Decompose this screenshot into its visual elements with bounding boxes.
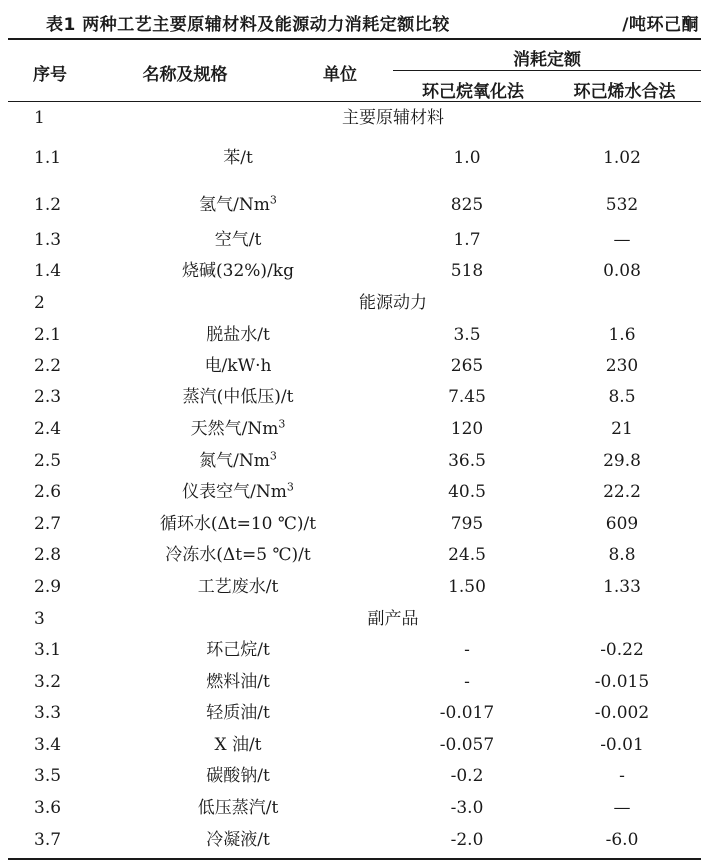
row-serial-number: 1.4 [34, 261, 62, 281]
row-serial-number: 3.7 [34, 830, 62, 850]
value-cyclohexane-oxidation: 265 [450, 356, 484, 376]
item-name: 燃料油/t [206, 672, 270, 692]
item-name: 环己烷/t [206, 640, 270, 660]
value-cyclohexene-hydration: 21 [611, 419, 633, 439]
row-serial-number: 2.2 [34, 356, 62, 376]
item-name-cell [108, 509, 368, 540]
value-cyclohexene-hydration: 532 [605, 195, 639, 215]
value-cyclohexene-hydration: 1.6 [608, 325, 636, 345]
row-serial-number: 2.3 [34, 387, 62, 407]
value-cyclohexane-oxidation: -0.017 [439, 703, 495, 723]
item-name-cell [108, 382, 368, 413]
item-name-cell [108, 414, 368, 445]
value-cyclohexene-hydration: 22.2 [603, 482, 641, 502]
value-cyclohexene-hydration: — [613, 230, 631, 250]
value-cyclohexene-hydration: - [619, 766, 625, 786]
item-name-cell [108, 572, 368, 603]
table-caption [0, 6, 709, 36]
item-name-cell [108, 256, 368, 287]
item-name-cell [108, 190, 368, 221]
table-unit-note: /吨环己酮 [622, 15, 699, 35]
item-name: 碳酸钠/t [206, 766, 270, 786]
value-cyclohexane-oxidation: - [464, 640, 470, 660]
item-name-cell [108, 477, 368, 508]
row-serial-number: 2.7 [34, 514, 62, 534]
value-cyclohexane-oxidation: 1.50 [448, 577, 486, 597]
value-cyclohexene-hydration: -0.002 [594, 703, 650, 723]
value-cyclohexene-hydration: 230 [605, 356, 639, 376]
item-name: 工艺废水/t [197, 577, 279, 597]
header-consumption-quota: 消耗定额 [513, 50, 581, 70]
row-serial-number: 3.5 [34, 766, 62, 786]
value-cyclohexane-oxidation: -2.0 [450, 830, 484, 850]
table-row [8, 572, 701, 603]
value-cyclohexane-oxidation: -0.2 [450, 766, 484, 786]
section-row [8, 604, 701, 635]
value-cyclohexene-hydration: -0.015 [594, 672, 650, 692]
table-row [8, 382, 701, 413]
item-name-cell [108, 698, 368, 729]
row-serial-number: 3.6 [34, 798, 62, 818]
value-cyclohexene-hydration: 0.08 [603, 261, 641, 281]
header-unit: 单位 [323, 65, 357, 85]
table-row [8, 256, 701, 287]
item-name-cell [108, 667, 368, 698]
item-name-cell [108, 540, 368, 571]
row-serial-number: 1.2 [34, 195, 62, 215]
value-cyclohexane-oxidation: 24.5 [448, 545, 486, 565]
item-name-cell [108, 635, 368, 666]
value-cyclohexane-oxidation: 518 [450, 261, 484, 281]
row-serial-number: 3.3 [34, 703, 62, 723]
value-cyclohexene-hydration: 1.33 [603, 577, 641, 597]
value-cyclohexene-hydration: 29.8 [603, 451, 641, 471]
row-serial-number: 2.9 [34, 577, 62, 597]
item-name: 氮气/Nm [199, 451, 270, 471]
value-cyclohexane-oxidation: 1.0 [453, 148, 481, 168]
value-cyclohexene-hydration: -0.22 [600, 640, 644, 660]
value-cyclohexane-oxidation: 120 [450, 419, 484, 439]
table-row [8, 825, 701, 856]
item-name: 氢气/Nm [199, 195, 270, 215]
table-title: 表1 两种工艺主要原辅材料及能源动力消耗定额比较 [46, 15, 450, 35]
item-name: X 油/t [214, 735, 262, 755]
table-row [8, 225, 701, 256]
header-name-spec: 名称及规格 [142, 65, 228, 85]
row-serial-number: 2 [34, 293, 45, 313]
item-name-cell [108, 730, 368, 761]
item-name: 天然气/Nm [190, 419, 279, 439]
value-cyclohexene-hydration: 8.5 [608, 387, 636, 407]
table-row [8, 446, 701, 477]
item-name: 脱盐水/t [206, 325, 270, 345]
value-cyclohexane-oxidation: -3.0 [450, 798, 484, 818]
value-cyclohexene-hydration: 8.8 [608, 545, 636, 565]
section-row [8, 288, 701, 319]
value-cyclohexene-hydration: — [613, 798, 631, 818]
item-name: 蒸汽(中低压)/t [182, 387, 294, 407]
item-name: 冷冻水(Δt=5 ℃)/t [165, 545, 311, 565]
table-row [8, 793, 701, 824]
top-rule [8, 38, 701, 40]
value-cyclohexene-hydration: 1.02 [603, 148, 641, 168]
row-serial-number: 3.1 [34, 640, 62, 660]
section-row [8, 103, 701, 134]
item-name-cell [108, 446, 368, 477]
table-row [8, 698, 701, 729]
row-serial-number: 1.3 [34, 230, 62, 250]
value-cyclohexane-oxidation: -0.057 [439, 735, 495, 755]
group-header-rule [393, 70, 701, 71]
item-name-cell [108, 761, 368, 792]
row-serial-number: 2.5 [34, 451, 62, 471]
table-row [8, 730, 701, 761]
table-row [8, 190, 701, 221]
value-cyclohexane-oxidation: 7.45 [448, 387, 486, 407]
item-name: 电/kW·h [204, 356, 272, 376]
row-serial-number: 1.1 [34, 148, 62, 168]
item-name: 烧碱(32%)/kg [182, 261, 294, 281]
table-row [8, 320, 701, 351]
section-title: 主要原辅材料 [342, 108, 444, 128]
row-serial-number: 1 [34, 108, 45, 128]
row-serial-number: 3.4 [34, 735, 62, 755]
table-row [8, 635, 701, 666]
table-row [8, 667, 701, 698]
value-cyclohexane-oxidation: 825 [450, 195, 484, 215]
unit-superscript: 3 [278, 417, 286, 431]
row-serial-number: 2.8 [34, 545, 62, 565]
table-row [8, 761, 701, 792]
table-row [8, 414, 701, 445]
row-serial-number: 2.6 [34, 482, 62, 502]
unit-superscript: 3 [286, 480, 294, 494]
value-cyclohexane-oxidation: 3.5 [453, 325, 481, 345]
item-name-cell [108, 351, 368, 382]
value-cyclohexene-hydration: 609 [605, 514, 639, 534]
unit-superscript: 3 [269, 193, 277, 207]
row-serial-number: 2.1 [34, 325, 62, 345]
item-name-cell [108, 225, 368, 256]
table-row [8, 351, 701, 382]
table-row [8, 143, 701, 174]
item-name: 低压蒸汽/t [197, 798, 279, 818]
item-name: 循环水(Δt=10 ℃)/t [159, 514, 317, 534]
row-serial-number: 3.2 [34, 672, 62, 692]
unit-superscript: 3 [269, 449, 277, 463]
header-cyclohexene-hydration: 环己烯水合法 [573, 82, 676, 102]
item-name-cell [108, 825, 368, 856]
item-name: 仪表空气/Nm [182, 482, 287, 502]
value-cyclohexene-hydration: -0.01 [600, 735, 644, 755]
header-serial-number: 序号 [33, 65, 67, 85]
bottom-rule [8, 858, 701, 860]
section-title: 能源动力 [359, 293, 427, 313]
value-cyclohexene-hydration: -6.0 [605, 830, 639, 850]
row-serial-number: 3 [34, 609, 45, 629]
item-name: 苯/t [223, 148, 253, 168]
value-cyclohexane-oxidation: 795 [450, 514, 484, 534]
item-name-cell [108, 143, 368, 174]
table-row [8, 509, 701, 540]
item-name-cell [108, 320, 368, 351]
value-cyclohexane-oxidation: 36.5 [448, 451, 486, 471]
section-title: 副产品 [367, 609, 419, 629]
table-row [8, 477, 701, 508]
value-cyclohexane-oxidation: - [464, 672, 470, 692]
value-cyclohexane-oxidation: 1.7 [453, 230, 481, 250]
header-cyclohexane-oxidation: 环己烷氧化法 [422, 82, 524, 102]
value-cyclohexane-oxidation: 40.5 [448, 482, 486, 502]
table-row [8, 540, 701, 571]
row-serial-number: 2.4 [34, 419, 62, 439]
item-name: 轻质油/t [206, 703, 270, 723]
item-name: 冷凝液/t [206, 830, 270, 850]
item-name-cell [108, 793, 368, 824]
item-name: 空气/t [214, 230, 262, 250]
